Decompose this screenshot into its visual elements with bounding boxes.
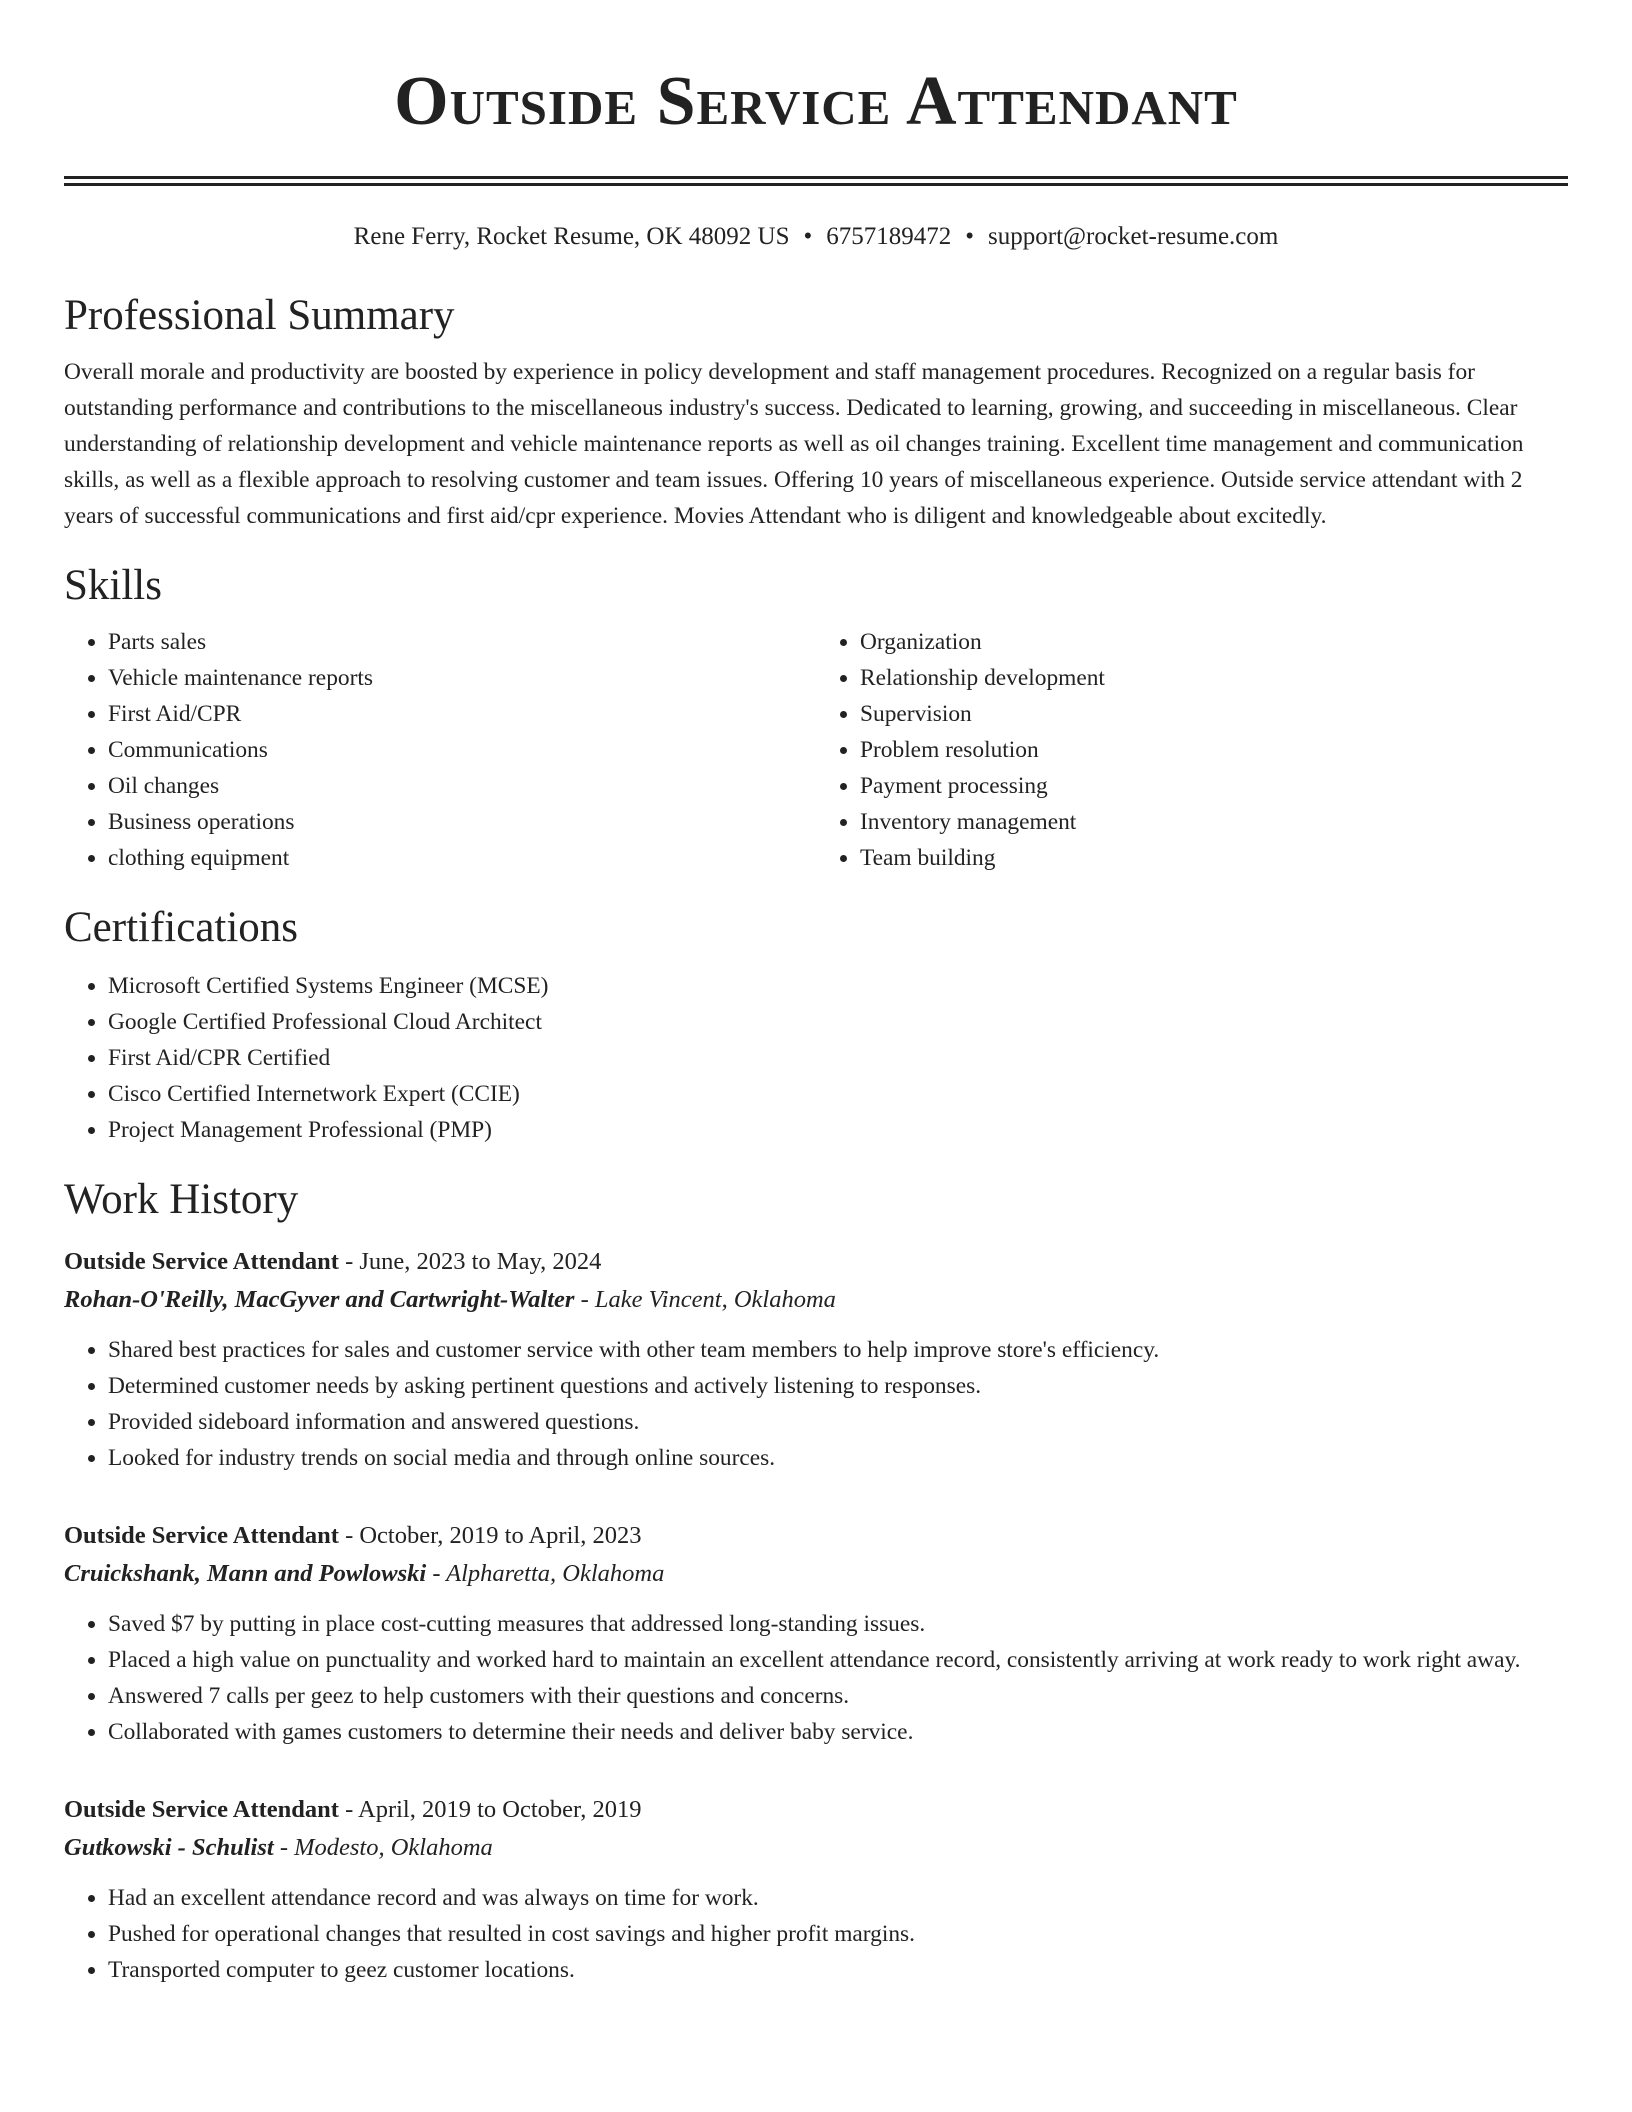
job-location: - Modesto, Oklahoma bbox=[273, 1834, 493, 1861]
job-bullet: • Pushed for operational changes that resulted in cost savings and higher profit margins. bbox=[108, 1916, 1568, 1952]
certifications-list bbox=[64, 968, 1568, 1148]
job-bullet: • Looked for industry trends on social media and through online sources. bbox=[108, 1440, 1568, 1476]
job-entry bbox=[64, 1518, 1568, 1750]
job-bullet: • Placed a high value on punctuality and worked hard to maintain an excellent attendance record, consistently arriving at work ready to work right away. bbox=[108, 1642, 1568, 1678]
resume-title: Outside Service Attendant bbox=[394, 63, 1238, 140]
job-title-line bbox=[64, 1518, 1568, 1554]
summary-heading: Professional Summary bbox=[64, 292, 455, 339]
job-dates: - April, 2019 to October, 2019 bbox=[338, 1796, 642, 1823]
job-company: Gutkowski - Schulist bbox=[64, 1834, 274, 1861]
skills-section bbox=[64, 560, 1568, 876]
job-company: Cruickshank, Mann and Powlowski bbox=[64, 1560, 427, 1587]
job-location: - Lake Vincent, Oklahoma bbox=[574, 1286, 836, 1313]
certification-item: • Cisco Certified Internetwork Expert (CCIE) bbox=[108, 1076, 1568, 1112]
skills-grid bbox=[64, 624, 1568, 876]
skill-item: • Inventory management bbox=[860, 804, 1568, 840]
skill-item: • Communications bbox=[108, 732, 816, 768]
job-title-line bbox=[64, 1792, 1568, 1828]
job-dates: - June, 2023 to May, 2024 bbox=[338, 1248, 602, 1275]
contact-line bbox=[64, 222, 1568, 252]
job-company: Rohan-O'Reilly, MacGyver and Cartwright-Walter bbox=[64, 1286, 575, 1313]
certification-item: • Microsoft Certified Systems Engineer (MCSE) bbox=[108, 968, 1568, 1004]
job-location: - Alpharetta, Oklahoma bbox=[426, 1560, 665, 1587]
certification-item: • First Aid/CPR Certified bbox=[108, 1040, 1568, 1076]
contact-phone: 6757189472 bbox=[826, 223, 952, 250]
skill-item: • Supervision bbox=[860, 696, 1568, 732]
title-divider bbox=[64, 176, 1568, 186]
skills-list-right bbox=[816, 624, 1568, 876]
certification-item: • Project Management Professional (PMP) bbox=[108, 1112, 1568, 1148]
job-bullet: • Transported computer to geez customer locations. bbox=[108, 1952, 1568, 1988]
job-bullet: • Collaborated with games customers to determine their needs and deliver baby service. bbox=[108, 1714, 1568, 1750]
summary-section bbox=[64, 290, 1568, 534]
job-bullet: • Shared best practices for sales and customer service with other team members to help improve store's efficiency. bbox=[108, 1332, 1568, 1368]
contact-address: Rene Ferry, Rocket Resume, OK 48092 US bbox=[353, 223, 790, 250]
skills-heading: Skills bbox=[64, 562, 162, 609]
job-bullet: • Answered 7 calls per geez to help customers with their questions and concerns. bbox=[108, 1678, 1568, 1714]
certifications-heading: Certifications bbox=[64, 904, 299, 951]
job-bullets bbox=[64, 1332, 1568, 1476]
job-dates: - October, 2019 to April, 2023 bbox=[338, 1522, 642, 1549]
contact-separator: • bbox=[965, 223, 975, 250]
work-history-section bbox=[64, 1174, 1568, 1988]
job-bullets bbox=[64, 1606, 1568, 1750]
certification-item: • Google Certified Professional Cloud Architect bbox=[108, 1004, 1568, 1040]
job-title: Outside Service Attendant bbox=[64, 1796, 339, 1823]
work-history-heading: Work History bbox=[64, 1176, 299, 1223]
skill-item: • Vehicle maintenance reports bbox=[108, 660, 816, 696]
skill-item: • Team building bbox=[860, 840, 1568, 876]
job-bullets bbox=[64, 1880, 1568, 1988]
skill-item: • Business operations bbox=[108, 804, 816, 840]
job-title: Outside Service Attendant bbox=[64, 1522, 339, 1549]
skill-item: • clothing equipment bbox=[108, 840, 816, 876]
contact-email: support@rocket-resume.com bbox=[988, 223, 1279, 250]
job-bullet: • Had an excellent attendance record and was always on time for work. bbox=[108, 1880, 1568, 1916]
skill-item: • First Aid/CPR bbox=[108, 696, 816, 732]
skill-item: • Organization bbox=[860, 624, 1568, 660]
job-company-line bbox=[64, 1828, 1568, 1868]
job-bullet: • Provided sideboard information and answered questions. bbox=[108, 1404, 1568, 1440]
certifications-section bbox=[64, 902, 1568, 1148]
job-title: Outside Service Attendant bbox=[64, 1248, 339, 1275]
job-entry bbox=[64, 1244, 1568, 1476]
skill-item: • Oil changes bbox=[108, 768, 816, 804]
job-bullet: • Determined customer needs by asking pertinent questions and actively listening to responses. bbox=[108, 1368, 1568, 1404]
job-company-line bbox=[64, 1554, 1568, 1594]
job-title-line bbox=[64, 1244, 1568, 1280]
skill-item: • Payment processing bbox=[860, 768, 1568, 804]
job-entry bbox=[64, 1792, 1568, 1988]
skill-item: • Parts sales bbox=[108, 624, 816, 660]
skill-item: • Relationship development bbox=[860, 660, 1568, 696]
summary-text: Overall morale and productivity are boosted by experience in policy development and staff management procedures. Recognized on a regular basis for outstanding performance and contributions to the miscellaneous industry's success. Dedicated to learning, growing, and succeeding in miscellaneous. Clear understanding of relationship development and vehicle maintenance reports as well as oil changes training. Excellent time management and communication skills, as well as a flexible approach to resolving customer and team issues. Offering 10 years of miscellaneous experience. Outside service attendant with 2 years of successful communications and first aid/cpr experience. Movies Attendant who is diligent and knowledgeable about excitedly. bbox=[64, 359, 1524, 529]
skills-list-left bbox=[64, 624, 816, 876]
job-company-line bbox=[64, 1280, 1568, 1320]
skill-item: • Problem resolution bbox=[860, 732, 1568, 768]
contact-separator: • bbox=[803, 223, 813, 250]
job-bullet: • Saved $7 by putting in place cost-cutting measures that addressed long-standing issues. bbox=[108, 1606, 1568, 1642]
